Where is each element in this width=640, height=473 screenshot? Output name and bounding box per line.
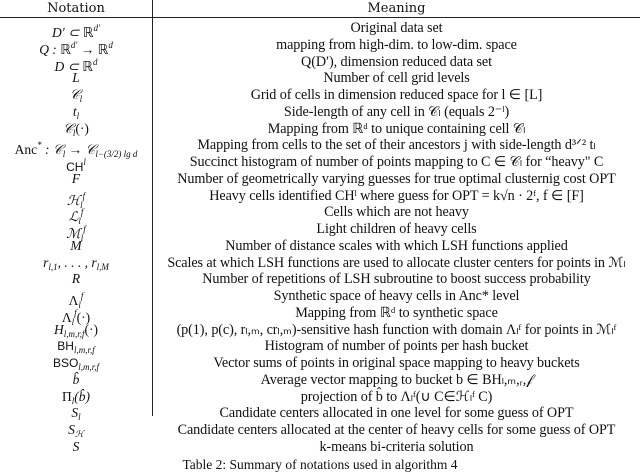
table-row <box>0 221 640 244</box>
meaning-cell: Average vector mapping to bucket b ∈ BHₗ,ₘ,ᵣ,𝒻 <box>260 371 533 388</box>
notation-symbol: ℝ <box>97 41 109 57</box>
table-row <box>0 271 640 288</box>
table-row <box>0 187 640 210</box>
table-row <box>0 389 640 406</box>
table-row <box>0 171 640 188</box>
meaning-cell: Mapping from cells to the set of their ancestors j with side-length d³ᐟ² tₗ <box>197 137 596 154</box>
notation-symbol: ℳ <box>66 226 81 242</box>
notation-symbol: BSO <box>52 356 79 371</box>
notation-symbol: l <box>83 157 86 168</box>
notation-cell <box>0 439 152 455</box>
table-row <box>0 20 640 40</box>
notation-symbol: l <box>62 149 66 160</box>
notation-symbol: ℋ <box>74 429 84 440</box>
meaning-cell: Mapping from ℝᵈ to unique containing cell 𝒞ₗ <box>267 120 526 137</box>
notation-symbol: M <box>70 237 82 253</box>
table-row <box>0 439 640 456</box>
notation-symbol: ℝ <box>82 58 93 74</box>
notation-symbol: d′ <box>93 23 100 33</box>
notation-symbol: Q : <box>39 41 61 57</box>
notation-symbol: f <box>74 307 77 318</box>
notation-symbol: l <box>78 300 81 311</box>
notation-symbol: (·) <box>75 120 89 136</box>
notation-symbol: F <box>71 170 81 186</box>
header-rule <box>0 17 640 18</box>
notation-symbol: b̂ <box>72 371 80 387</box>
meaning-cell: projection of b̂ to Λₗᶠ(∪ C∈ℋₗᶠ C) <box>300 388 493 405</box>
notation-symbol: (b̂) <box>74 388 90 404</box>
notation-symbol: l,m,r,f <box>78 362 100 373</box>
notation-symbol: (·) <box>84 321 98 337</box>
meaning-cell: Cells which are not heavy <box>324 204 469 221</box>
meaning-cell: Candidate centers allocated at the center of heavy cells for some guess of OPT <box>177 422 616 439</box>
notation-symbol: r <box>43 254 49 270</box>
notation-symbol: D ⊂ <box>54 58 83 74</box>
table-row <box>0 137 640 160</box>
table-row <box>0 238 640 255</box>
notation-symbol: d <box>93 56 98 67</box>
table-row <box>0 338 640 355</box>
table-row <box>0 70 640 87</box>
table-row <box>0 422 640 439</box>
meaning-cell: Original data set <box>350 20 443 36</box>
notation-symbol: l <box>80 199 83 210</box>
notation-symbol: H <box>53 321 64 337</box>
notation-symbol: l <box>78 216 81 227</box>
meaning-cell: Q(D′), dimension reduced data set <box>301 53 492 70</box>
notation-symbol: S <box>71 405 79 421</box>
notation-symbol: l <box>80 233 84 244</box>
notation-symbol: l <box>71 316 75 327</box>
notation-symbol: l <box>71 395 75 406</box>
notation-symbol: Λ <box>61 309 72 325</box>
notation-symbol: t <box>72 103 77 119</box>
meaning-cell: mapping from high-dim. to low-dim. space <box>276 36 517 53</box>
notation-symbol: L <box>72 70 80 86</box>
header-notation: Notation <box>47 1 105 16</box>
notation-symbol: l,M <box>96 261 109 272</box>
notation-symbol: : 𝒞 <box>41 142 63 158</box>
table-row <box>0 322 640 339</box>
notation-cell <box>0 372 152 388</box>
notation-symbol: ℝ <box>60 41 71 57</box>
table-row <box>0 372 640 389</box>
notation-symbol: ℒ <box>68 209 79 225</box>
table-row <box>0 154 640 175</box>
notation-symbol: l <box>79 94 83 105</box>
table-row <box>0 36 640 57</box>
table-row <box>0 255 640 272</box>
meaning-cell: (p(1), p(c), rₗ,ₘ, crₗ,ₘ)-sensitive hash function with domain Λₗᶠ for points in ℳₗᶠ <box>176 321 617 338</box>
notation-symbol: S <box>68 422 75 438</box>
notation-symbol: f <box>82 190 86 201</box>
notation-symbol: d′ <box>70 39 78 50</box>
notation-symbol: l,m,r,f <box>73 345 95 356</box>
meaning-cell: Grid of cells in dimension reduced space for l ∈ [L] <box>250 87 543 104</box>
meaning-cell: Histogram of number of points per hash bucket <box>264 338 529 355</box>
notation-symbol: , . . . , r <box>57 254 97 270</box>
notation-cell <box>0 70 152 86</box>
notation-symbol: Λ <box>68 293 79 309</box>
table-caption: Table 2: Summary of notations used in algorithm 4 <box>182 457 458 472</box>
meaning-cell: Succinct histogram of number of points mapping to C ∈ 𝒞ₗ for “heavy" C <box>189 154 604 171</box>
notation-symbol: → <box>77 41 98 57</box>
notation-symbol: BH <box>57 339 74 354</box>
table-row <box>0 405 640 422</box>
notation-symbol: f <box>80 207 84 218</box>
notation-symbol: l <box>76 110 80 121</box>
notation-symbol: l,m,r,f <box>63 328 85 339</box>
notation-symbol: l,1 <box>48 261 58 272</box>
table-row <box>0 304 640 327</box>
meaning-cell: Heavy cells identified CHˡ where guess for OPT = k√n · 2ᶠ, f ∈ [F] <box>209 187 584 204</box>
meaning-cell: Number of distance scales with which LSH functions applied <box>225 237 568 254</box>
meaning-cell: k-means bi-criteria solution <box>319 439 474 455</box>
table-row <box>0 204 640 227</box>
notation-symbol: S <box>72 439 80 454</box>
meaning-cell: Number of cell grid levels <box>323 70 470 87</box>
meaning-cell: Side-length of any cell in 𝒞ₗ (equals 2⁻ˡ) <box>283 103 510 120</box>
notation-symbol: l <box>72 127 76 138</box>
notation-symbol: CH <box>66 160 84 175</box>
notation-symbol: (·) <box>76 309 91 325</box>
meaning-cell: Number of repetitions of LSH subroutine to boost success probability <box>202 271 591 288</box>
notation-symbol: Π <box>61 388 72 404</box>
meaning-cell: Candidate centers allocated in one level for some guess of OPT <box>219 405 574 422</box>
notation-symbol: 𝒞 <box>63 120 73 136</box>
notation-symbol: D′ ⊂ <box>52 25 83 40</box>
meaning-cell: Light children of heavy cells <box>316 221 477 238</box>
notation-symbol: ℝ <box>82 25 94 40</box>
table-row <box>0 104 640 121</box>
meaning-cell: Vector sums of points in original space mapping to heavy buckets <box>213 355 580 372</box>
header-meaning: Meaning <box>367 1 426 16</box>
notation-cell <box>0 271 152 287</box>
notation-symbol: ℋ <box>66 192 81 208</box>
table-row <box>0 121 640 138</box>
table-row <box>0 288 640 311</box>
table-header <box>0 0 640 17</box>
notation-symbol: R <box>71 271 81 287</box>
table-row <box>0 87 640 104</box>
notation-symbol: Anc <box>14 142 38 158</box>
notation-symbol: 𝒞 <box>69 87 80 103</box>
notation-symbol: → 𝒞 <box>65 142 96 158</box>
notation-symbol: d <box>108 39 113 50</box>
notation-symbol: f <box>83 224 86 235</box>
table-row <box>0 53 640 74</box>
notation-symbol: f <box>80 291 84 302</box>
table-row <box>0 355 640 372</box>
notation-symbol: l−(3/2) lg d <box>95 149 138 160</box>
meaning-cell: Synthetic space of heavy cells in Anc* level <box>273 288 520 305</box>
notation-symbol: l <box>78 412 81 423</box>
notation-symbol: * <box>37 140 42 151</box>
meaning-cell: Scales at which LSH functions are used to allocate cluster centers for points in ℳₗ <box>167 254 626 271</box>
meaning-cell: Mapping from ℝᵈ to synthetic space <box>295 304 498 321</box>
notation-cell <box>0 238 152 254</box>
notation-cell <box>0 171 152 187</box>
meaning-cell: Number of geometrically varying guesses for true optimal clusternig cost OPT <box>177 170 616 187</box>
